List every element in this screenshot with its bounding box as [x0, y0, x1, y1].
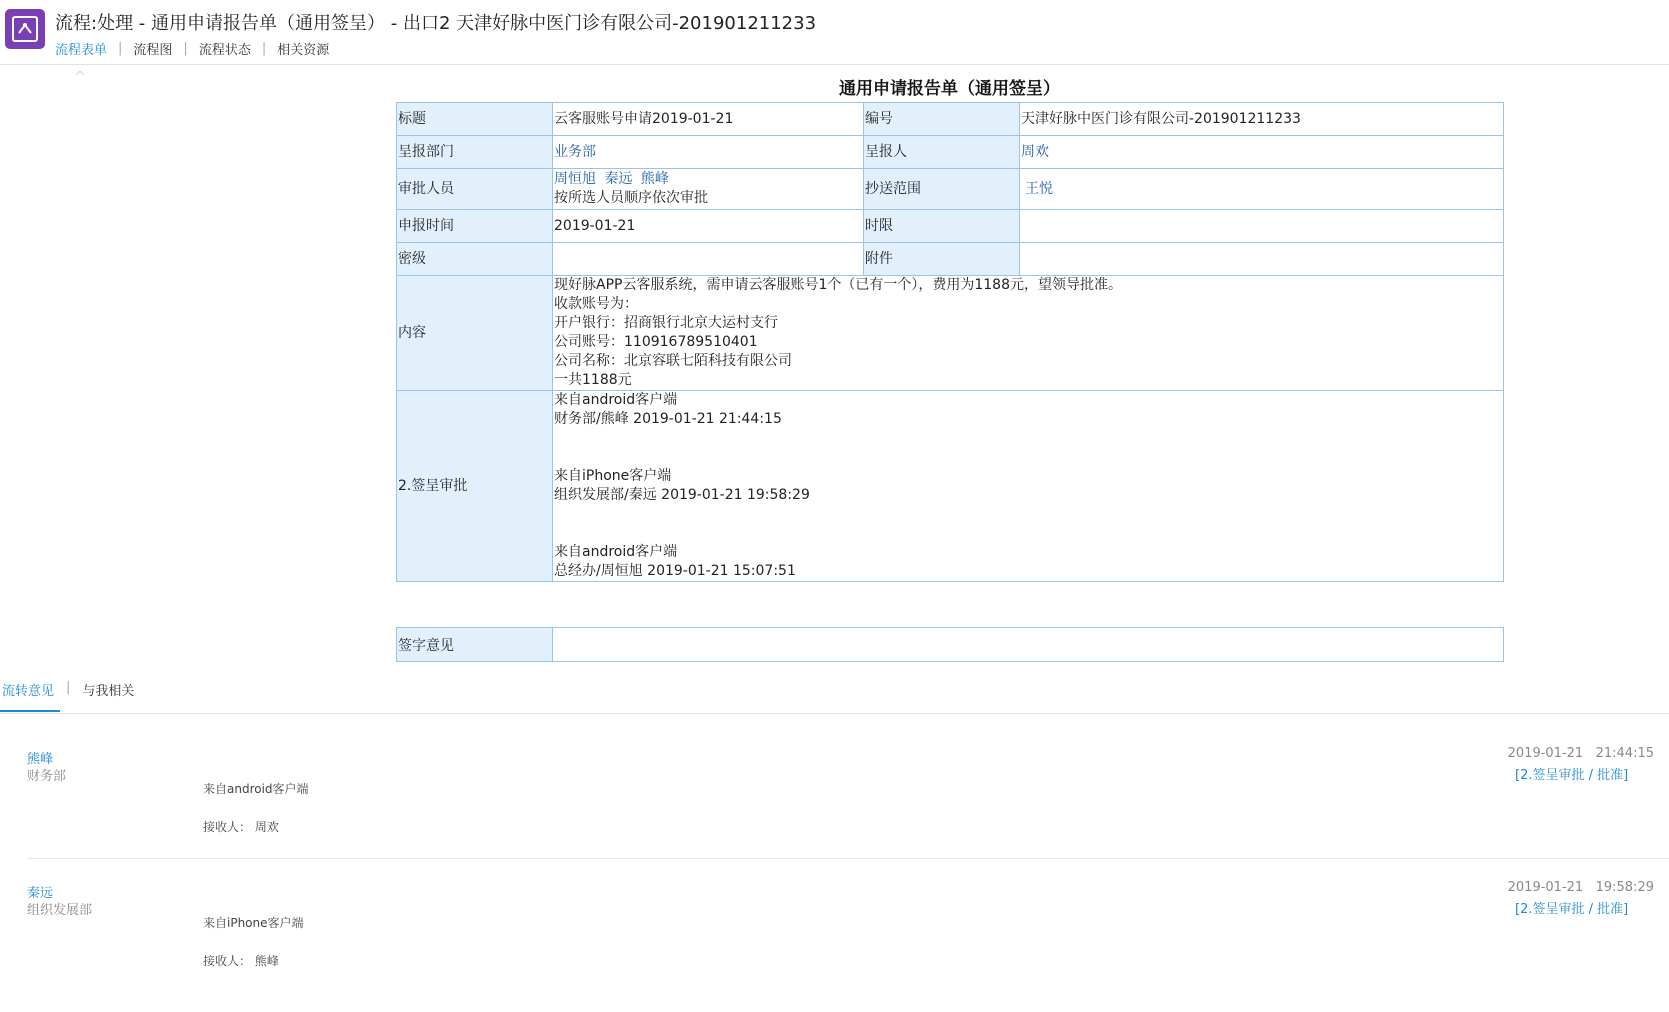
tab-separator: |: [66, 680, 71, 695]
number-label: 编号: [864, 103, 1020, 136]
tab-related-resources[interactable]: 相关资源: [277, 43, 330, 58]
sign-opinion-table: [396, 627, 1504, 662]
secret-label: 密级: [397, 243, 553, 276]
opinion-receiver: [203, 818, 279, 835]
deadline-label: 时限: [864, 210, 1020, 243]
content-line: 公司账号：110916789510401: [554, 334, 758, 350]
date-value: 2019-01-21: [553, 210, 864, 243]
opinion-timestamp: [1508, 746, 1654, 761]
content-cell: [553, 276, 1504, 391]
cc-value[interactable]: 王悦: [1025, 180, 1053, 197]
opinion-tab-bar: [2, 680, 134, 699]
content-label: 内容: [397, 276, 553, 391]
approval-client: 来自iPhone客户端: [554, 468, 672, 484]
opinion-receiver: [203, 952, 279, 969]
receiver-label: 接收人：: [203, 954, 252, 968]
secret-value: [553, 243, 864, 276]
date-label: 申报时间: [397, 210, 553, 243]
dept-label: 呈报部门: [397, 136, 553, 169]
receiver-label: 接收人：: [203, 820, 252, 834]
entry-divider: [27, 858, 1669, 859]
approver-link[interactable]: 秦远: [604, 171, 633, 187]
opinion-client: 来自iPhone客户端: [203, 916, 304, 930]
opinion-time: 19:58:29: [1595, 880, 1654, 895]
approval-records: [553, 391, 1504, 582]
opinion-entry: [0, 882, 1669, 1012]
attachment-label: 附件: [864, 243, 1020, 276]
opinion-user-dept: 组织发展部: [27, 903, 93, 918]
tab-flow-opinions[interactable]: 流转意见: [2, 684, 55, 699]
application-form-table: [396, 102, 1504, 582]
page-title: 流程:处理 - 通用申请报告单（通用签呈） - 出口2 天津好脉中医门诊有限公司-201901211233: [55, 13, 817, 34]
number-value: 天津好脉中医门诊有限公司-201901211233: [1020, 103, 1504, 136]
approval-label: 2.签呈审批: [397, 391, 553, 582]
workflow-icon: [5, 9, 45, 49]
approver-link[interactable]: 周恒旭: [554, 171, 596, 187]
approval-record: 总经办/周恒旭 2019-01-21 15:07:51: [554, 563, 796, 579]
opinion-client: 来自android客户端: [203, 782, 309, 796]
opinion-action-link[interactable]: [2.签呈审批 / 批准]: [1515, 902, 1629, 917]
title-value: 云客服账号申请2019-01-21: [553, 103, 864, 136]
tab-separator: |: [183, 41, 188, 56]
opinion-action-link[interactable]: [2.签呈审批 / 批准]: [1515, 768, 1629, 783]
active-tab-indicator: [0, 710, 60, 712]
opinion-date: 2019-01-21: [1507, 880, 1584, 895]
reporter-value[interactable]: 周欢: [1021, 143, 1049, 160]
content-line: 一共1188元: [554, 372, 632, 388]
opinion-time: 21:44:15: [1595, 746, 1654, 761]
approvers-cell: [553, 169, 864, 210]
deadline-value: [1020, 210, 1504, 243]
sign-opinion-field[interactable]: [553, 628, 1504, 662]
approval-record: 财务部/熊峰 2019-01-21 21:44:15: [554, 411, 782, 427]
approver-link[interactable]: 熊峰: [640, 171, 669, 187]
tab-related-to-me[interactable]: 与我相关: [82, 684, 135, 699]
content-line: 收款账号为：: [554, 296, 638, 312]
receiver-name: 熊峰: [254, 954, 279, 968]
content-line: 现好脉APP云客服系统，需申请云客服账号1个（已有一个），费用为1188元，望领导批准。: [554, 277, 1122, 293]
reporter-label: 呈报人: [864, 136, 1020, 169]
opinion-date: 2019-01-21: [1507, 746, 1584, 761]
opinion-entry: [0, 748, 1669, 878]
cc-label: 抄送范围: [864, 169, 1020, 210]
approvers-label: 审批人员: [397, 169, 553, 210]
tab-flowchart[interactable]: 流程图: [133, 43, 173, 58]
header-tab-bar: [54, 39, 330, 58]
approval-client: 来自android客户端: [554, 392, 678, 408]
content-line: 公司名称：北京容联七陌科技有限公司: [554, 353, 792, 369]
tab-separator: |: [261, 41, 267, 56]
opinion-divider: [0, 713, 1669, 714]
opinion-timestamp: [1508, 880, 1654, 895]
approval-record: 组织发展部/秦远 2019-01-21 19:58:29: [554, 487, 810, 503]
tab-separator: |: [118, 41, 123, 56]
form-title: 通用申请报告单（通用签呈）: [839, 79, 1060, 99]
active-tab-indicator: [76, 60, 84, 62]
content-line: 开户银行：招商银行北京大运村支行: [554, 315, 778, 331]
receiver-name: 周欢: [254, 820, 279, 834]
tab-form[interactable]: 流程表单: [55, 43, 108, 58]
approvers-note: 按所选人员顺序依次审批: [554, 190, 708, 206]
opinion-user-dept: 财务部: [27, 769, 67, 784]
opinion-user-name[interactable]: 熊峰: [27, 752, 54, 767]
sign-opinion-label: 签字意见: [397, 628, 553, 662]
attachment-value[interactable]: [1020, 243, 1504, 276]
approval-client: 来自android客户端: [554, 544, 678, 560]
tab-flow-status[interactable]: 流程状态: [198, 43, 251, 58]
header-divider: [0, 64, 1669, 65]
opinion-user-name[interactable]: 秦远: [27, 886, 54, 901]
dept-value[interactable]: 业务部: [554, 143, 596, 160]
title-label: 标题: [397, 103, 553, 136]
